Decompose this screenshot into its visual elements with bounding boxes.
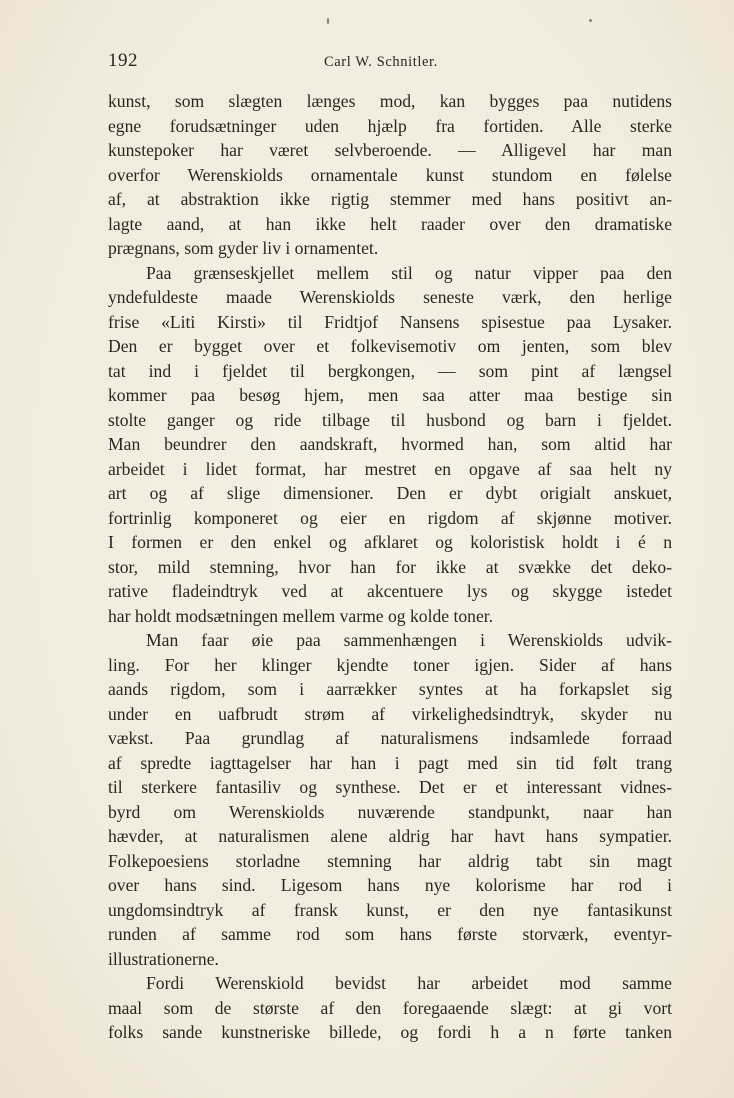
text-line: lagte aand, at han ikke helt raader over den dramatiske [108,213,672,234]
text-line: til sterkere fantasiliv og synthese. Det er et interessant vidnes- [108,777,672,797]
text-line: kommer paa besøg hjem, men saa atter maa bestige sin [108,385,672,405]
text-line: stolte ganger og ride tilbage til husbond og barn i fjeldet. [108,409,672,430]
text-line: maal som de største af den foregaaende slægt: at gi vort [108,997,672,1018]
text-line: runden af samme rod som hans første storværk, eventyr- [108,924,672,944]
text-line: under en uafbrudt strøm af virkelighedsindtryk, skyder nu [108,703,672,724]
text-line: har holdt modsætningen mellem varme og kolde toner. [108,605,494,626]
text-line: kunst, som slægten længes mod, kan bygges paa nutidens [108,91,672,111]
text-line: Folkepoesiens storladne stemning har aldrig tabt sin magt [108,850,672,871]
running-head: Carl W. Schnitler. [324,54,438,70]
text-line: ungdomsindtryk af fransk kunst, er den nye fantasikunst [108,899,672,920]
text-line: folks sande kunstneriske billede, og fordi h a n førte tanken [108,1022,672,1042]
text-line: over hans sind. Ligesom hans nye kolorisme har rod i [108,875,672,895]
text-line: overfor Werenskiolds ornamentale kunst stundom en følelse [108,164,672,185]
text-line: Man beundrer den aandskraft, hvormed han, som altid har [108,434,672,454]
text-line: byrd om Werenskiolds nuværende standpunkt, naar han [108,801,672,822]
text-line: yndefuldeste maade Werenskiolds seneste værk, den herlige [108,287,672,307]
text-line: rative fladeindtryk ved at akcentuere lys og skygge istedet [108,581,672,601]
text-line: aands rigdom, som i aarrækker syntes at ha forkapslet sig [108,679,672,699]
text-line: I formen er den enkel og afklaret og koloristisk holdt i é n [108,532,672,552]
text-line: Den er bygget over et folkevisemotiv om jenten, som blev [108,336,672,356]
text-line: Paa grænseskjellet mellem stil og natur vipper paa den [146,262,672,283]
text-line: tat ind i fjeldet til bergkongen, — som pint af længsel [108,360,672,381]
text-line: ling. For her klinger kjendte toner igjen. Sider af hans [108,654,672,675]
text-line: arbeidet i lidet format, har mestret en opgave af saa helt ny [108,458,672,479]
body-text [108,89,672,1045]
text-line: Man faar øie paa sammenhængen i Werenskiolds udvik- [146,630,672,650]
text-line: prægnans, som gyder liv i ornamentet. [108,238,379,258]
text-line: vækst. Paa grundlag af naturalismens indsamlede forraad [108,728,672,748]
text-line: kunstepoker har været selvberoende. — Alligevel har man [108,140,672,160]
paper-speck [589,19,592,22]
page-header [108,50,672,80]
text-line: egne forudsætninger uden hjælp fra fortiden. Alle sterke [108,115,672,136]
text-line: art og af slige dimensioner. Den er dybt origialt anskuet, [108,483,672,503]
text-line: hævder, at naturalismen alene aldrig har havt hans sympatier. [108,826,672,846]
text-line: frise «Liti Kirsti» til Fridtjof Nansens spisestue paa Lysaker. [108,311,672,332]
text-line: Fordi Werenskiold bevidst har arbeidet mod samme [146,973,672,993]
text-line: illustrationerne. [108,948,219,969]
text-line: af, at abstraktion ikke rigtig stemmer med hans positivt an- [108,189,672,209]
text-line: stor, mild stemning, hvor han for ikke at svække det deko- [108,556,672,577]
paper-speck [327,18,329,24]
page-number: 192 [108,50,138,71]
text-line: af spredte iagttagelser har han i pagt med sin tid følt trang [108,752,672,773]
text-line: fortrinlig komponeret og eier en rigdom af skjønne motiver. [108,507,672,528]
